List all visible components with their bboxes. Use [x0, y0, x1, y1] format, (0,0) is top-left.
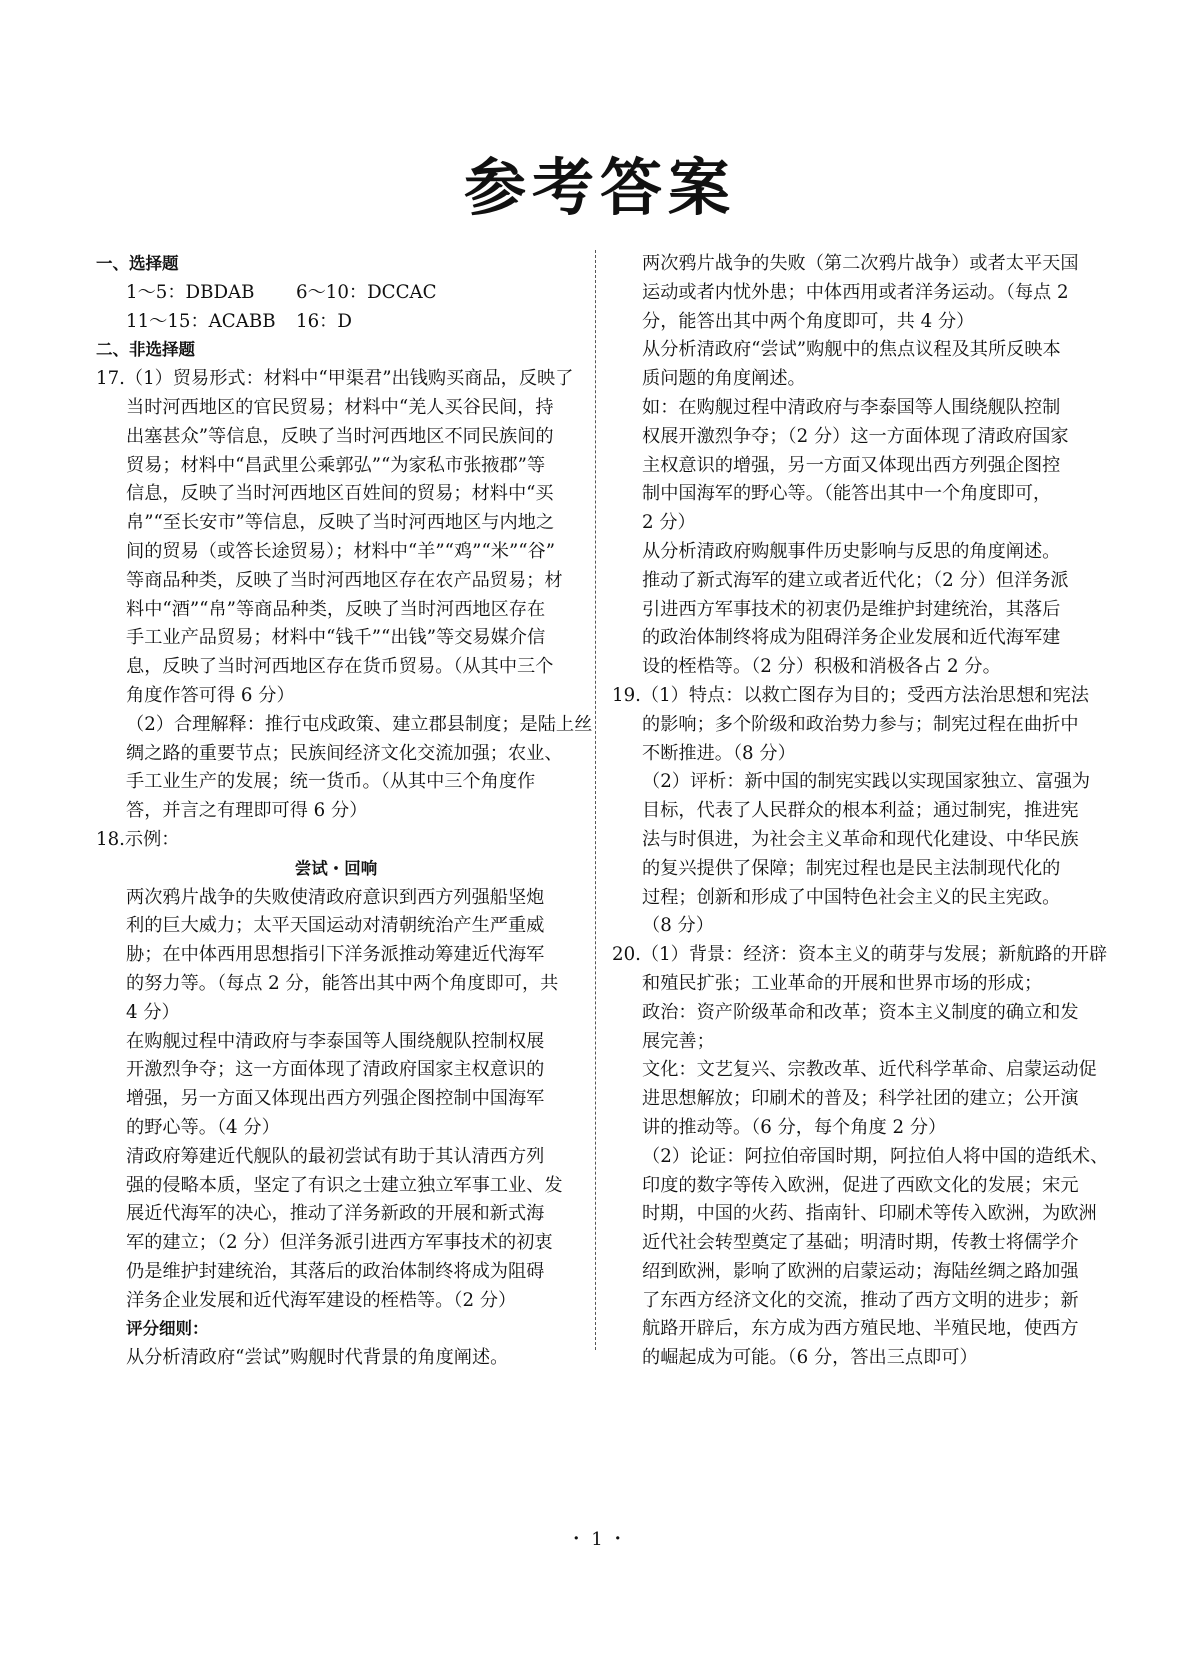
left-line: （2）合理解释：推行屯戍政策、建立郡县制度；是陆上丝 [126, 713, 593, 735]
left-line: 出塞甚众”等信息，反映了当时河西地区不同民族间的 [126, 425, 554, 447]
left-line: 料中“酒”“帛”等商品种类，反映了当时河西地区存在 [126, 598, 546, 620]
right-line: 的影响；多个阶级和政治势力参与；制宪过程在曲折中 [642, 713, 1079, 735]
right-line: 过程；创新和形成了中国特色社会主义的民主宪政。 [642, 886, 1061, 908]
left-line: 胁；在中体西用思想指引下洋务派推动筹建近代海军 [126, 944, 545, 966]
left-line [96, 279, 576, 308]
left-line: 两次鸦片战争的失败使清政府意识到西方列强船坚炮 [126, 886, 545, 908]
right-line: 不断推进。（8 分） [642, 742, 796, 764]
left-line: 的努力等。（每点 2 分，能答出其中两个角度即可，共 [126, 972, 559, 994]
left-line: 当时河西地区的官民贸易；材料中“羌人买谷民间，持 [126, 396, 554, 418]
left-line: 答，并言之有理即可得 6 分） [126, 800, 368, 822]
left-line: 17.（1）贸易形式：材料中“甲渠君”出钱购买商品，反映了 [96, 368, 574, 390]
left-line: 角度作答可得 6 分） [126, 684, 295, 706]
left-line: 息，反映了当时河西地区存在货币贸易。（从其中三个 [126, 656, 554, 678]
right-column [612, 250, 1109, 1373]
right-line: 法与时俱进，为社会主义革命和现代化建设、中华民族 [642, 828, 1079, 850]
right-line: 运动或者内忧外患；中体西用或者洋务运动。（每点 2 [642, 281, 1069, 303]
right-line: 了东西方经济文化的交流，推动了西方文明的进步；新 [642, 1289, 1079, 1311]
right-line: 和殖民扩张；工业革命的开展和世界市场的形成； [642, 972, 1043, 994]
right-line: 印度的数字等传入欧洲，促进了西欧文化的发展；宋元 [642, 1174, 1079, 1196]
right-line: 讲的推动等。（6 分，每个角度 2 分） [642, 1116, 947, 1138]
left-line: 手工业产品贸易；材料中“钱千”“出钱”等交易媒介信 [126, 627, 546, 649]
right-line: 分，能答出其中两个角度即可，共 4 分） [642, 310, 975, 332]
right-line: 推动了新式海军的建立或者近代化；（2 分）但洋务派 [642, 569, 1069, 591]
left-line: 军的建立；（2 分）但洋务派引进西方军事技术的初衷 [126, 1232, 553, 1254]
left-line: 尝试・回响 [294, 858, 378, 878]
right-line: 的复兴提供了保障；制宪过程也是民主法制现代化的 [642, 857, 1061, 879]
left-line: 的野心等。（4 分） [126, 1116, 280, 1138]
right-line: 航路开辟后，东方成为西方殖民地、半殖民地，使西方 [642, 1318, 1079, 1340]
page-title: 参考答案 [463, 151, 736, 224]
right-line: 时期，中国的火药、指南针、印刷术等传入欧洲，为欧洲 [642, 1203, 1097, 1225]
answer-option-group: 11～15：ACABB [126, 310, 276, 332]
left-line [96, 308, 576, 337]
answer-option-group: 16：D [296, 310, 352, 332]
right-line: （2）评析：新中国的制宪实践以实现国家独立、富强为 [642, 771, 1091, 793]
left-column [96, 250, 593, 1373]
right-line: 如：在购舰过程中清政府与李泰国等人围绕舰队控制 [642, 396, 1061, 418]
right-line: 2 分） [642, 512, 696, 534]
right-line: 目标，代表了人民群众的根本利益；通过制宪，推进宪 [642, 800, 1079, 822]
left-line: 强的侵略本质，坚定了有识之士建立独立军事工业、发 [126, 1174, 563, 1196]
right-line: （2）论证：阿拉伯帝国时期，阿拉伯人将中国的造纸术、 [642, 1145, 1109, 1167]
right-line: 的崛起成为可能。（6 分，答出三点即可） [642, 1347, 978, 1369]
left-line: 清政府筹建近代舰队的最初尝试有助于其认清西方列 [126, 1145, 545, 1167]
left-line: 洋务企业发展和近代海军建设的桎梏等。（2 分） [126, 1289, 517, 1311]
left-line: 开激烈争夺；这一方面体现了清政府国家主权意识的 [126, 1059, 545, 1081]
column-divider [595, 250, 596, 1350]
left-line: 绸之路的重要节点；民族间经济文化交流加强；农业、 [126, 742, 563, 764]
right-line: 政治：资产阶级革命和改革；资本主义制度的确立和发 [642, 1001, 1079, 1023]
left-line: 信息，反映了当时河西地区百姓间的贸易；材料中“买 [126, 483, 554, 505]
left-line: 展近代海军的决心，推动了洋务新政的开展和新式海 [126, 1203, 545, 1225]
right-line: 两次鸦片战争的失败（第二次鸦片战争）或者太平天国 [642, 253, 1079, 274]
right-line: 主权意识的增强，另一方面又体现出西方列强企图控 [642, 454, 1061, 476]
left-line: 仍是维护封建统治，其落后的政治体制终将成为阻碍 [126, 1260, 545, 1282]
left-line: 贸易；材料中“昌武里公乘郭弘”“为家私市张掖郡”等 [126, 454, 546, 476]
answer-option-group: 6～10：DCCAC [296, 281, 437, 303]
page-number: ・1・ [567, 1529, 633, 1550]
right-line: 制中国海军的野心等。（能答出其中一个角度即可， [642, 483, 1052, 505]
right-line: 设的桎梏等。（2 分）积极和消极各占 2 分。 [642, 656, 1001, 678]
right-line: 质问题的角度阐述。 [642, 368, 806, 390]
right-line: 权展开激烈争夺；（2 分）这一方面体现了清政府国家 [642, 425, 1069, 447]
right-line: 引进西方军事技术的初衷仍是维护封建统治，其落后 [642, 598, 1061, 620]
right-line: 文化：文艺复兴、宗教改革、近代科学革命、启蒙运动促 [642, 1059, 1097, 1081]
right-line: 从分析清政府“尝试”购舰中的焦点议程及其所反映本 [642, 339, 1061, 361]
left-line: 评分细则： [126, 1319, 209, 1339]
left-line: 在购舰过程中清政府与李泰国等人围绕舰队控制权展 [126, 1030, 545, 1052]
right-line: 的政治体制终将成为阻碍洋务企业发展和近代海军建 [642, 627, 1061, 649]
left-line: 二、非选择题 [96, 340, 195, 360]
left-line: 帛”“至长安市”等信息，反映了当时河西地区与内地之 [126, 512, 555, 534]
right-line: （8 分） [642, 915, 714, 937]
right-line: 绍到欧洲，影响了欧洲的启蒙运动；海陆丝绸之路加强 [642, 1260, 1079, 1282]
left-line: 18.示例： [96, 828, 180, 850]
right-line: 展完善； [642, 1030, 715, 1052]
left-line: 利的巨大威力；太平天国运动对清朝统治产生严重威 [126, 915, 545, 937]
answer-option-group: 1～5：DBDAB [126, 281, 255, 303]
left-line: 间的贸易（或答长途贸易）；材料中“羊”“鸡”“米”“谷” [126, 540, 556, 562]
left-line: 增强，另一方面又体现出西方列强企图控制中国海军 [126, 1088, 545, 1110]
right-line: 进思想解放；印刷术的普及；科学社团的建立；公开演 [642, 1088, 1079, 1110]
right-line: 近代社会转型奠定了基础；明清时期，传教士将儒学介 [642, 1232, 1079, 1254]
left-line: 一、选择题 [96, 254, 179, 273]
right-line: 19.（1）特点：以救亡图存为目的；受西方法治思想和宪法 [612, 684, 1089, 706]
left-line: 4 分） [126, 1001, 180, 1023]
left-line: 手工业生产的发展；统一货币。（从其中三个角度作 [126, 771, 536, 793]
left-line: 等商品种类，反映了当时河西地区存在农产品贸易；材 [126, 569, 563, 591]
right-line: 20.（1）背景：经济：资本主义的萌芽与发展；新航路的开辟 [612, 944, 1108, 966]
left-line: 从分析清政府“尝试”购舰时代背景的角度阐述。 [126, 1347, 509, 1369]
right-line: 从分析清政府购舰事件历史影响与反思的角度阐述。 [642, 540, 1061, 562]
